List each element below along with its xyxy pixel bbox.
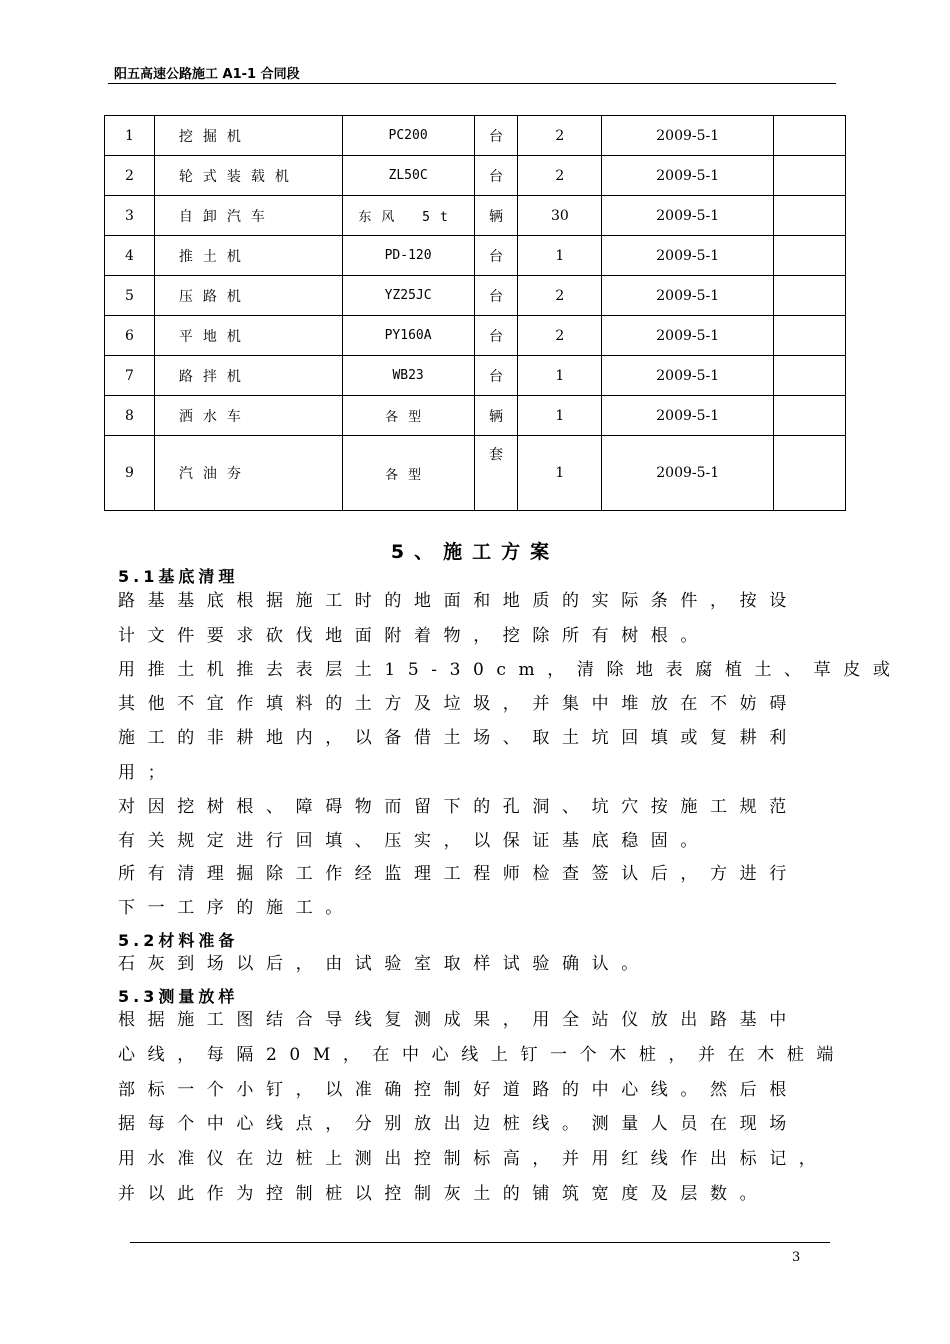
subsection-heading-5-1: 5.1基底清理 [118,567,239,586]
equipment-table [104,115,846,511]
arrival-date: 2009-5-1 [602,436,774,511]
equipment-model: 各型 [342,396,474,436]
paragraph-line: 用； [118,763,178,783]
equipment-model: WB23 [342,356,474,396]
equipment-quantity: 30 [518,196,602,236]
equipment-quantity: 1 [518,436,602,511]
table-row [105,436,846,511]
paragraph-line: 用水准仪在边桩上测出控制标高，并用红线作出标记， [118,1149,829,1169]
remark-cell [774,116,846,156]
equipment-model: YZ25JC [342,276,474,316]
row-number: 7 [105,356,155,396]
paragraph-line: 据每个中心线点，分别放出边桩线。测量人员在现场 [118,1114,799,1134]
table-row [105,236,846,276]
equipment-model: 各型 [342,436,474,511]
arrival-date: 2009-5-1 [602,316,774,356]
equipment-unit: 台 [474,316,518,356]
equipment-unit: 台 [474,356,518,396]
remark-cell [774,156,846,196]
equipment-quantity: 1 [518,356,602,396]
paragraph-line: 心线，每隔20M，在中心线上钉一个木桩，并在木桩端 [118,1045,847,1065]
row-number: 2 [105,156,155,196]
paragraph-line: 所有清理掘除工作经监理工程师检查签认后，方进行 [118,864,799,884]
table-row [105,116,846,156]
paragraph-line: 根据施工图结合导线复测成果，用全站仪放出路基中 [118,1010,799,1030]
subsection-heading-5-2: 5.2材料准备 [118,931,239,950]
row-number: 5 [105,276,155,316]
paragraph-line: 路基基底根据施工时的地面和地质的实际条件，按设 [118,591,799,611]
paragraph-line: 其他不宜作填料的土方及垃圾，并集中堆放在不妨碍 [118,694,799,714]
equipment-name: 平地机 [154,316,342,356]
equipment-name: 压路机 [154,276,342,316]
arrival-date: 2009-5-1 [602,116,774,156]
row-number: 9 [105,436,155,511]
equipment-name: 挖掘机 [154,116,342,156]
equipment-unit: 套 [474,436,518,511]
equipment-name: 洒水车 [154,396,342,436]
arrival-date: 2009-5-1 [602,196,774,236]
arrival-date: 2009-5-1 [602,356,774,396]
equipment-model: 东风 5t [342,196,474,236]
remark-cell [774,236,846,276]
equipment-name: 汽油夯 [154,436,342,511]
remark-cell [774,396,846,436]
row-number: 4 [105,236,155,276]
table-row [105,396,846,436]
header-divider [108,83,836,84]
arrival-date: 2009-5-1 [602,156,774,196]
equipment-name: 路拌机 [154,356,342,396]
equipment-model: PD-120 [342,236,474,276]
paragraph-line: 部标一个小钉，以准确控制好道路的中心线。然后根 [118,1080,799,1100]
arrival-date: 2009-5-1 [602,276,774,316]
equipment-quantity: 1 [518,396,602,436]
table-row [105,276,846,316]
equipment-unit: 辆 [474,196,518,236]
row-number: 8 [105,396,155,436]
table-row [105,356,846,396]
paragraph-line: 有关规定进行回填、压实，以保证基底稳固。 [118,831,710,851]
paragraph-line: 用推土机推去表层土15-30cm，清除地表腐植土、草皮或 [118,660,903,680]
equipment-quantity: 2 [518,116,602,156]
equipment-name: 自卸汽车 [154,196,342,236]
equipment-quantity: 2 [518,276,602,316]
equipment-model: PC200 [342,116,474,156]
table-row [105,196,846,236]
remark-cell [774,356,846,396]
remark-cell [774,316,846,356]
equipment-name: 轮式装载机 [154,156,342,196]
arrival-date: 2009-5-1 [602,396,774,436]
paragraph-line: 并以此作为控制桩以控制灰土的铺筑宽度及层数。 [118,1184,770,1204]
paragraph-line: 下一工序的施工。 [118,898,355,918]
paragraph-line: 施工的非耕地内，以备借土场、取土坑回填或复耕利 [118,728,799,748]
remark-cell [774,196,846,236]
row-number: 6 [105,316,155,356]
equipment-unit: 台 [474,116,518,156]
paragraph-line: 对因挖树根、障碍物而留下的孔洞、坑穴按施工规范 [118,797,799,817]
equipment-model: PY160A [342,316,474,356]
equipment-unit: 台 [474,236,518,276]
page-number: 3 [792,1250,801,1265]
arrival-date: 2009-5-1 [602,236,774,276]
equipment-unit: 台 [474,156,518,196]
subsection-heading-5-3: 5.3测量放样 [118,987,239,1006]
table-row [105,316,846,356]
table-row [105,156,846,196]
equipment-quantity: 2 [518,156,602,196]
remark-cell [774,436,846,511]
equipment-quantity: 1 [518,236,602,276]
equipment-name: 推土机 [154,236,342,276]
equipment-unit: 辆 [474,396,518,436]
section-title: 5、施工方案 [390,541,560,563]
row-number: 3 [105,196,155,236]
paragraph-line: 计文件要求砍伐地面附着物，挖除所有树根。 [118,626,710,646]
equipment-unit: 台 [474,276,518,316]
remark-cell [774,276,846,316]
paragraph-line: 石灰到场以后，由试验室取样试验确认。 [118,954,651,974]
row-number: 1 [105,116,155,156]
footer-divider [130,1242,830,1243]
equipment-quantity: 2 [518,316,602,356]
document-header: 阳五高速公路施工 A1-1 合同段 [114,67,300,82]
equipment-model: ZL50C [342,156,474,196]
